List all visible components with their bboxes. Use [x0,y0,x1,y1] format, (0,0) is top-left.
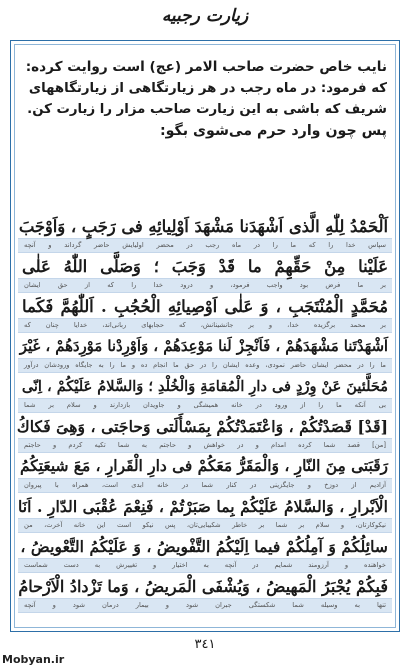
intro-line: شریف که باشی به این زیارت صاحب مزار را زیارت کن. [27,102,387,118]
translation-line: ما را در محضر ایشان حاضر نمودی، وعده ایشان را در حق ما انجام ده و ما را به جایگاه ورودشان درآور [18,358,392,373]
translation-line: [من] قصد شما کرده امدام و در خواهش و حاجتم به شما تکیه کردم و حاجتم [18,438,392,453]
content-frame [10,40,400,632]
prayer-text [18,215,392,615]
translation-line: تنها به وسیله شما شکستگی جبران شود و بیمار درمان شود و آنچه [18,598,392,613]
page-number: ٣٤١ [194,637,216,652]
translation-line: بر محمد برگزیده خدا، و بر جانشینانش، که حجابهای ربانی‌اند، خدایا چنان که [18,318,392,333]
translation-line: بی آنکه ما را از ورود در خانه همیشگی و جاویدان بازدارند و سلام بر شما [18,398,392,413]
arabic-line: اَلْحَمْدُ لِلّٰهِ الَّذى اَشْهَدَنا مَشْهَدَ اَوْلِيائِهِ فى رَجَبٍ ، وَاَوْجَبَ [18,217,388,236]
intro-line: نایب خاص حضرت صاحب الامر (عج) است روایت کرده: [25,59,387,75]
arabic-line: مُحَمَّدٍ الْمُنْتَجَبِ ، وَ عَلٰى اَوْصِيائِهِ الْحُجُبِ . اَللّٰهُمَّ فَكَما [22,297,388,316]
arabic-line: مُحَلَّئينَ عَنْ وِرْدٍ فى دارِ الْمُقامَةِ وَالْخُلْدِ ؛ وَالسَّلامُ عَلَيْكُمْ ، اِنّى [21,378,388,395]
intro-line: که فرمود: در ماه رجب در هر زیارتگاهی از زیارتگاههای [28,81,387,97]
translation-line: بر ما فرض بود واجب فرمود، و درود خدا را که از حق ایشان [18,278,392,293]
translation-line: نیکوکارتان، و سلام بر شما بر خاطر شکیبایی‌تان، پس نیکو است این خانه آخرت، من [18,518,392,533]
translation-line: خواهنده و آرزومند شمایم در آنچه به اختیار و تغییرش به دست شماست [18,558,392,573]
arabic-line: عَلَيْنا مِنْ حَقِّهِمْ ما قَدْ وَجَبَ ؛ وَصَلَّى اللّٰهُ عَلٰى [22,257,388,276]
arabic-line: [قَدْ] قَصَدْتُكُمْ ، وَاعْتَمَدْتُكُمْ بِمَسْأَلَتى وَحاجَتى ، وَهِىَ فَكاكُ [16,417,388,436]
translation-line: سپاس خدا را که ما را در ماه رجب در محضر اولیایش حاضر گرداند و آنچه [18,238,392,253]
intro-line: پس چون وارد حرم می‌شوی بگو: [159,122,387,139]
arabic-line: الْاَبْرارِ ، وَالسَّلامُ عَلَيْكُمْ بِما صَبَرْتُمْ ، فَنِعْمَ عُقْبَى الدّارِ . اَنَا [18,497,388,516]
arabic-line: اَشْهَدْتَنا مَشْهَدَهُمْ ، فَاَنْجِزْ لَنا مَوْعِدَهُمْ ، وَاَوْرِدْنا مَوْرِدَهُمْ ، غَيْرَ [19,338,388,355]
arabic-line: سائِلُكُمْ وَ آمِلُكُمْ فيما اِلَيْكُمُ التَّفْويضُ ، وَ عَلَيْكُمُ التَّعْويضُ ، [20,537,388,556]
arabic-line: رَقَبَتى مِنَ النّارِ ، وَالْمَقَرُّ مَعَكُمْ فى دارِ الْقَرارِ ، مَعَ شيعَتِكُمُ [20,457,388,475]
page-title: زیارت رجبیه [161,6,249,26]
intro-paragraph [23,57,387,142]
site-watermark: Mobyan.ir [2,653,65,666]
arabic-line: فَبِكُمْ يُجْبَرُ الْمَهيضُ ، وَيُشْفَى الْمَريضُ ، وَما تَزْدادُ الْاَرْحامُ [18,577,388,596]
translation-line: آزادیم از دوزخ و جایگزینی در کنار شما در خانه ابدی است، همراه با پیروان [18,478,392,493]
